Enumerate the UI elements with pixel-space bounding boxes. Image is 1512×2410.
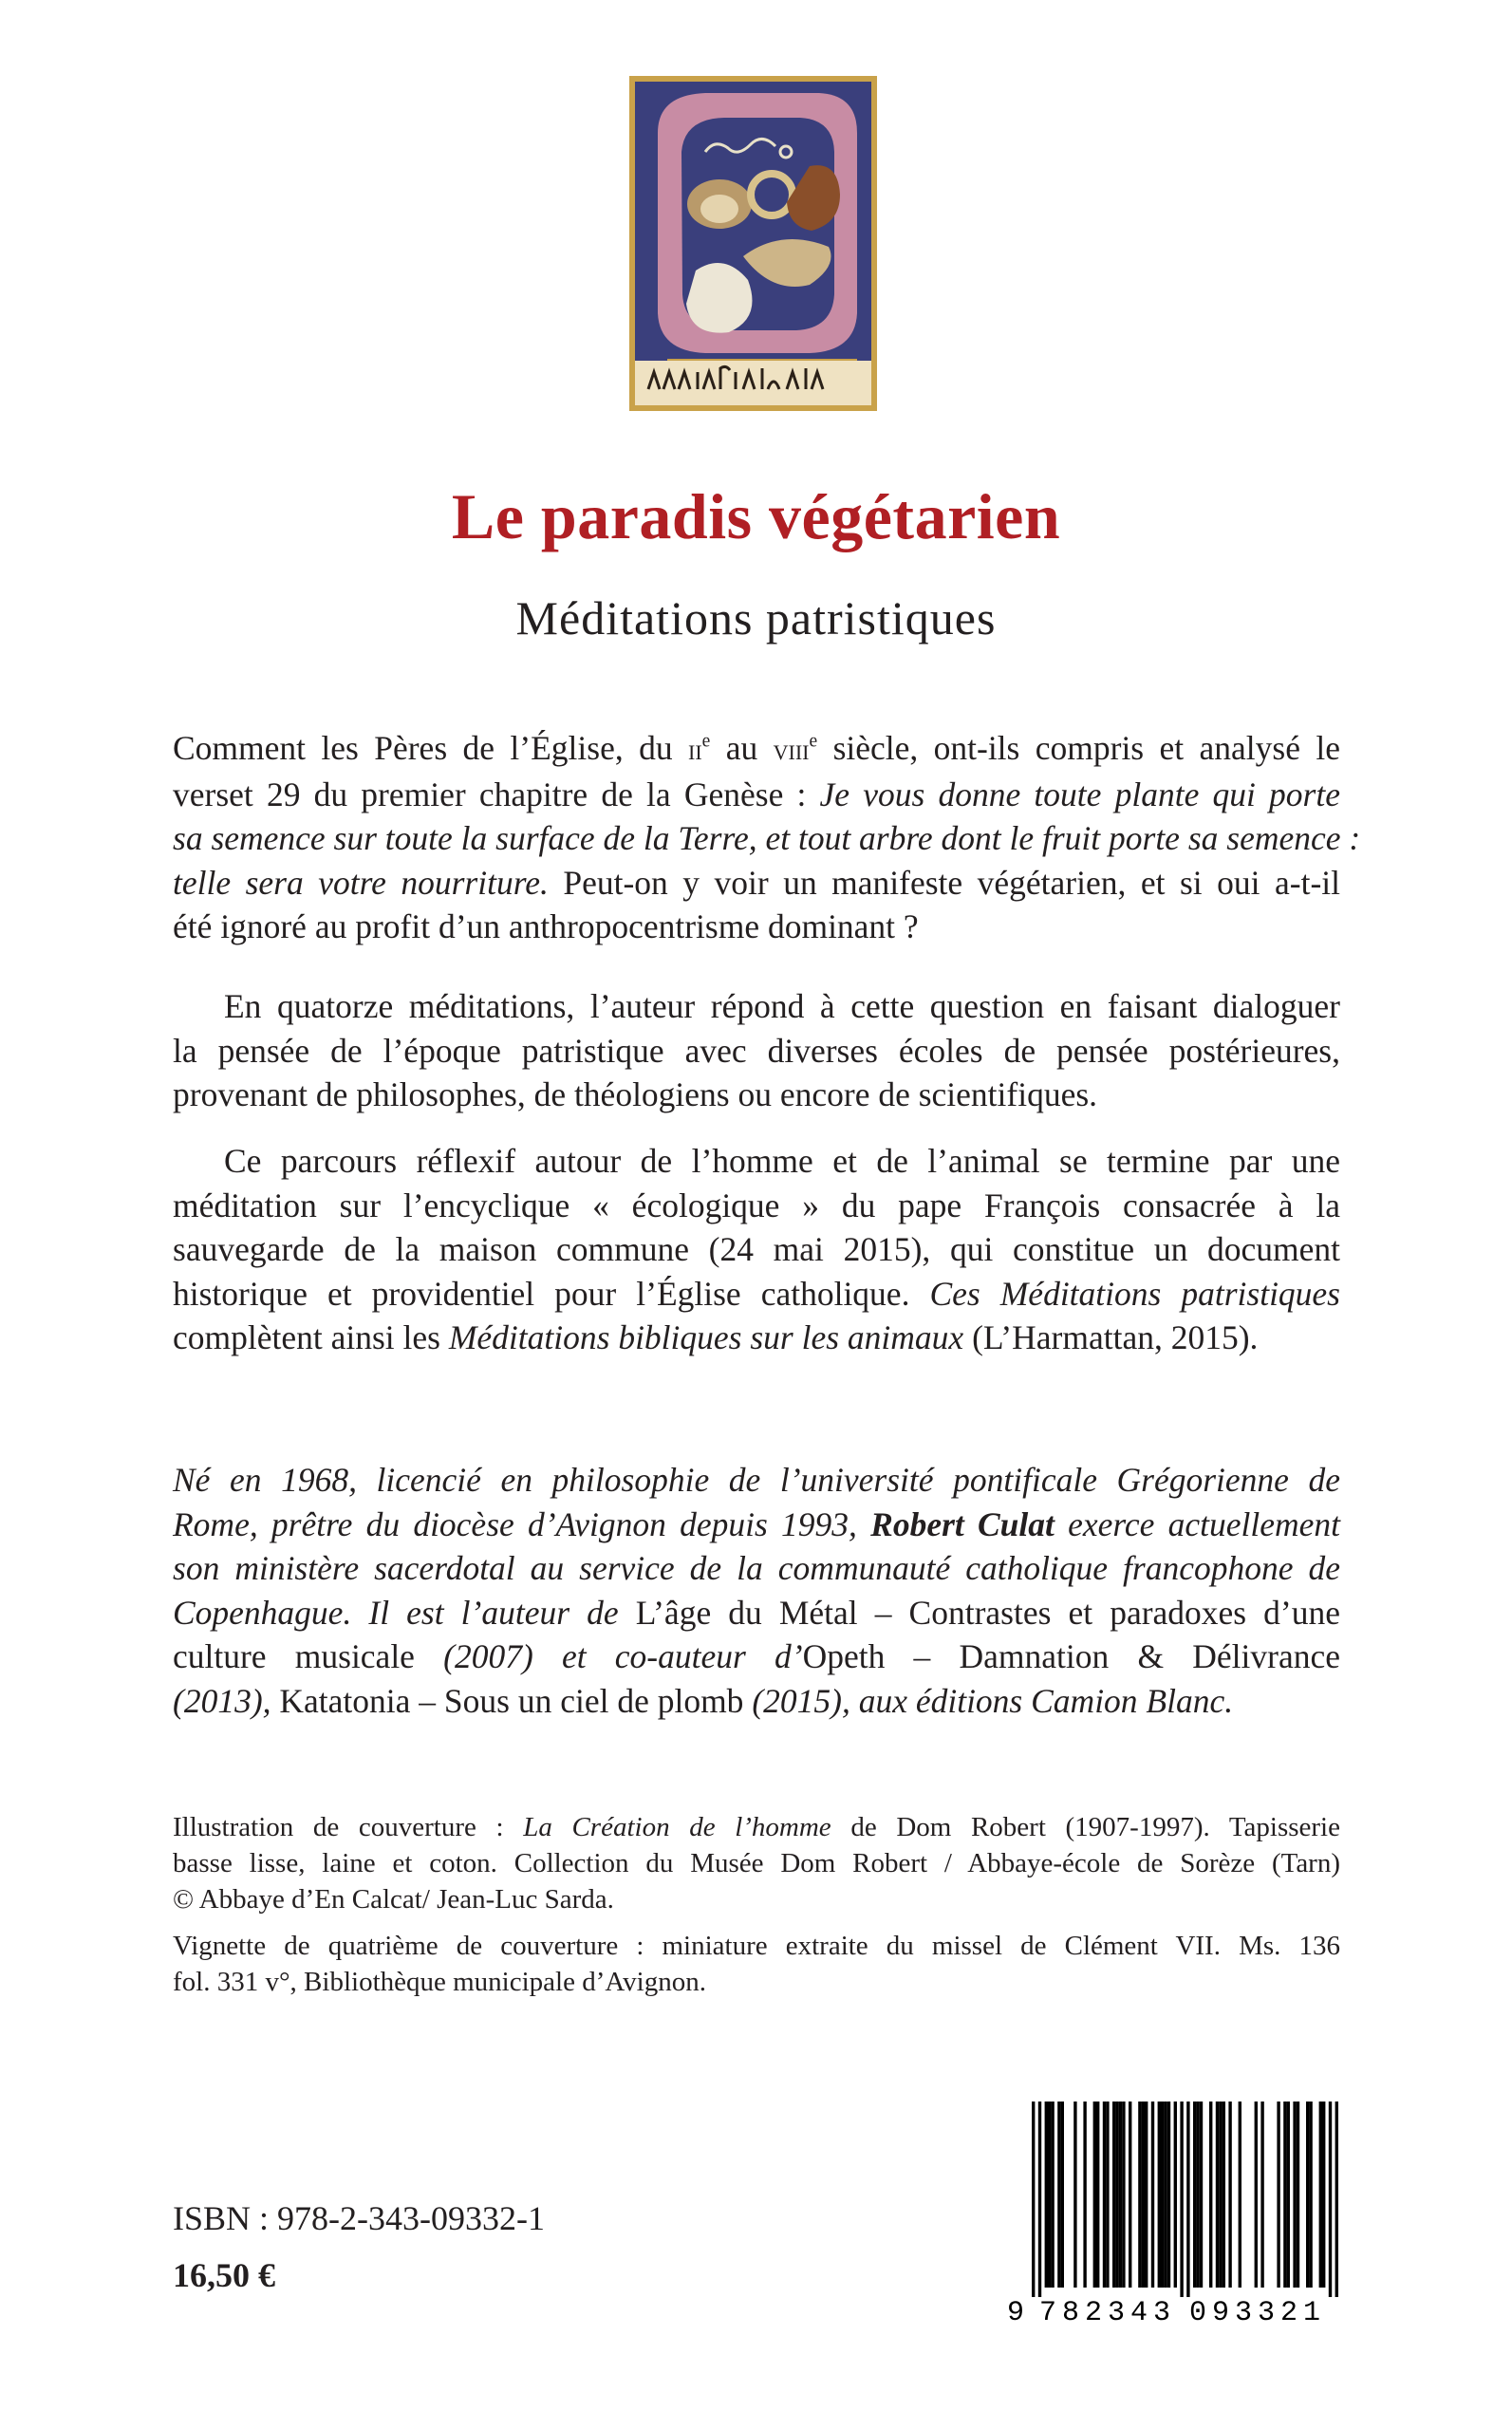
barcode-bar (1151, 2102, 1154, 2288)
text-line: Ce parcours réflexif autour de l’homme et de l’animal se termine par une (224, 1142, 1340, 1180)
text-line: la pensée de l’époque patristique avec diverses écoles de pensée postérieures, (173, 1031, 1340, 1070)
barcode-bar (1174, 2102, 1177, 2288)
barcode-bar (1061, 2102, 1064, 2288)
barcode-bar (1129, 2102, 1131, 2288)
barcode (1001, 2096, 1354, 2327)
barcode-bar (1306, 2102, 1309, 2288)
price: 16,50 € (173, 2256, 275, 2294)
author-bio (173, 1458, 1340, 1723)
barcode-bar (1322, 2102, 1325, 2288)
barcode-bar (1096, 2102, 1099, 2288)
summary-paragraph-1 (173, 726, 1361, 949)
barcode-bar (1283, 2102, 1286, 2288)
barcode-bar (1045, 2102, 1048, 2288)
author-name: Robert Culat (870, 1504, 1055, 1543)
barcode-bar (1255, 2102, 1258, 2288)
text-line: © Abbaye d’En Calcat/ Jean-Luc Sarda. (173, 1884, 614, 1915)
barcode-bar (1112, 2102, 1115, 2288)
barcode-bar (1319, 2102, 1322, 2288)
text-line: Illustration de couverture : La Création de l’homme de Dom Robert (1907-1997). Tapisserie (173, 1812, 1340, 1842)
barcode-bar (1119, 2102, 1122, 2288)
text-line: Comment les Pères de l’Église, du $ii^e$ au viii$^e$ siècle, ont-ils compris et analysé le (173, 729, 1340, 767)
barcode-bar (1239, 2102, 1241, 2288)
barcode-bar (1142, 2102, 1145, 2288)
text-line: sa semence sur toute la surface de la Terre, et tout arbre dont le fruit porte sa semence : (173, 819, 1361, 857)
barcode-digits-left: 782343 (1039, 2297, 1177, 2327)
barcode-bar (1193, 2102, 1196, 2288)
cover-illustration-credit (173, 1809, 1340, 1917)
text-line: En quatorze méditations, l’auteur répond à cette question en faisant dialoguer (224, 987, 1340, 1025)
barcode-bar (1032, 2102, 1035, 2297)
illuminated-miniature (629, 76, 877, 411)
barcode-bar (1051, 2102, 1054, 2288)
barcode-bar (1200, 2102, 1203, 2288)
isbn: ISBN : 978-2-343-09332-1 (173, 2199, 545, 2237)
barcode-bar (1057, 2102, 1060, 2288)
text-line: culture musicale (2007) et co-auteur d’Opeth – Damnation & Délivrance (173, 1637, 1340, 1675)
barcode-bar (1073, 2102, 1076, 2288)
barcode-bar (1145, 2102, 1148, 2288)
book-subtitle: Méditations patristiques (515, 591, 997, 645)
barcode-bar (1228, 2102, 1231, 2288)
barcode-bar (1180, 2102, 1183, 2297)
barcode-bar (1038, 2102, 1041, 2297)
barcode-bar (1158, 2102, 1161, 2288)
barcode-bar (1196, 2102, 1199, 2288)
text-line: Né en 1968, licencié en philosophie de l’université pontificale Grégorienne de (173, 1461, 1340, 1499)
text-line: (2013), Katatonia – Sous un ciel de plomb (2015), aux éditions Camion Blanc. (173, 1681, 1234, 1720)
text-line: Vignette de quatrième de couverture : miniature extraite du missel de Clément VII. Ms. 136 (173, 1931, 1340, 1961)
summary-paragraph-2 (173, 984, 1340, 1117)
barcode-bar (1287, 2102, 1290, 2288)
barcode-bar (1219, 2102, 1222, 2288)
text-line: son ministère sacerdotal au service de la communauté catholique francophone de (173, 1549, 1340, 1587)
text-line: basse lisse, laine et coton. Collection du Musée Dom Robert / Abbaye-école de Sorèze (Tarn) (173, 1848, 1340, 1878)
barcode-bar (1167, 2102, 1170, 2288)
barcode-bar (1293, 2102, 1296, 2288)
barcode-bar (1335, 2102, 1338, 2297)
barcode-bar (1164, 2102, 1167, 2288)
text-line: complètent ainsi les Méditations bibliques sur les animaux (L’Harmattan, 2015). (173, 1318, 1259, 1356)
text-line: Rome, prêtre du diocèse d’Avignon depuis 1993, Robert Culat exerce actuellement (173, 1504, 1341, 1543)
text-line: méditation sur l’encyclique « écologique » du pape François consacrée à la (173, 1186, 1340, 1224)
barcode-bar (1093, 2102, 1096, 2288)
barcode-bar (1161, 2102, 1164, 2288)
barcode-bar (1186, 2102, 1189, 2297)
barcode-bar (1223, 2102, 1225, 2288)
text-line: telle sera votre nourriture. Peut-on y voir un manifeste végétarien, et si oui a-t-il (173, 863, 1340, 902)
ean13-barcode (1001, 2096, 1354, 2327)
barcode-bar (1209, 2102, 1212, 2288)
barcode-bar (1048, 2102, 1051, 2288)
barcode-bar (1083, 2102, 1086, 2288)
barcode-bar (1260, 2102, 1263, 2288)
book-title: Le paradis végétarien (451, 480, 1061, 552)
barcode-bar (1115, 2102, 1118, 2288)
barcode-bar (1277, 2102, 1279, 2288)
text-line: historique et providentiel pour l’Église catholique. Ces Méditations patristiques (173, 1274, 1340, 1313)
barcode-digits-right: 093321 (1189, 2297, 1327, 2327)
miniature-illustration (629, 76, 877, 411)
text-line: verset 29 du premier chapitre de la Genèse : Je vous donne toute plante qui porte (173, 775, 1340, 813)
barcode-bar (1329, 2102, 1332, 2297)
barcode-bar (1106, 2102, 1109, 2288)
text-line: sauvegarde de la maison commune (24 mai 2015), qui constitue un document (173, 1230, 1340, 1268)
text-line: été ignoré au profit d’un anthropocentrisme dominant ? (173, 907, 919, 945)
barcode-bar (1297, 2102, 1299, 2288)
barcode-bar (1138, 2102, 1141, 2288)
text-line: fol. 331 v°, Bibliothèque municipale d’Avignon. (173, 1967, 706, 1997)
barcode-bar (1216, 2102, 1219, 2288)
vignette-credit (173, 1928, 1340, 2000)
text-line: provenant de philosophes, de théologiens ou encore de scientifiques. (173, 1075, 1098, 1113)
barcode-bar (1103, 2102, 1106, 2288)
barcode-bar (1122, 2102, 1125, 2288)
barcode-bar (1309, 2102, 1312, 2288)
summary-paragraph-3 (173, 1139, 1340, 1360)
text-line: Copenhague. Il est l’auteur de L’âge du Métal – Contrastes et paradoxes d’une (173, 1593, 1340, 1632)
barcode-digit-first: 9 (1007, 2297, 1025, 2327)
